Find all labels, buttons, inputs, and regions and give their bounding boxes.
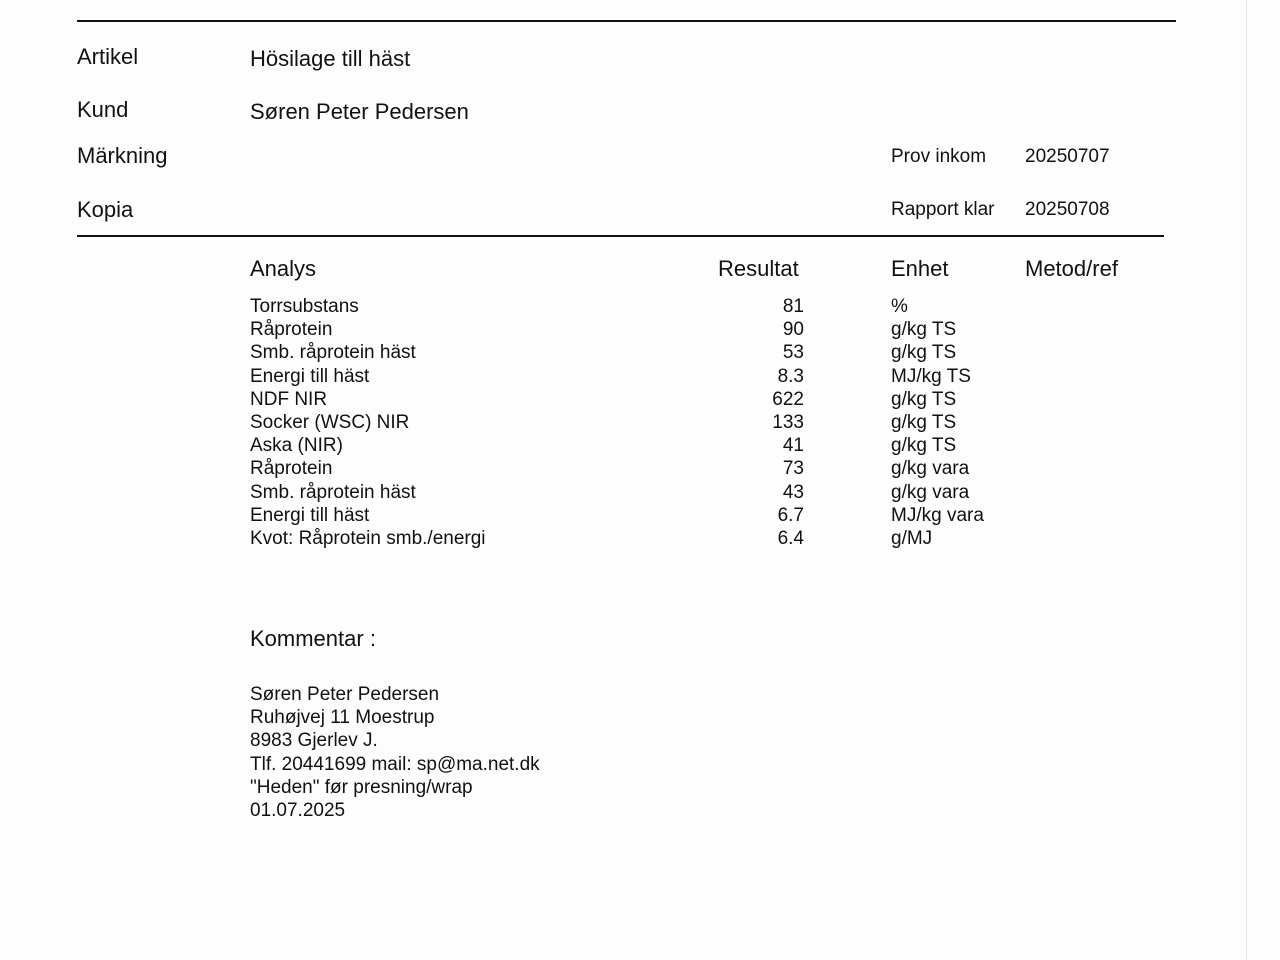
result-value: 90	[782, 319, 804, 341]
kund-label: Kund	[77, 97, 129, 122]
kopia-label: Kopia	[77, 197, 134, 222]
analysis-name: Energi till häst	[250, 504, 370, 526]
analysis-name: Råprotein	[250, 458, 333, 480]
analysis-table	[0, 295, 1280, 550]
analysis-name: Smb. råprotein häst	[250, 342, 416, 364]
rapport-klar-label: Rapport klar	[891, 199, 995, 220]
table-row	[0, 341, 1280, 364]
artikel-value: Hösilage till häst	[250, 46, 411, 71]
column-header-resultat: Resultat	[718, 256, 799, 281]
table-row	[0, 388, 1280, 411]
comment-text	[250, 683, 540, 822]
result-value: 6.7	[777, 504, 804, 526]
result-value: 53	[782, 342, 804, 364]
unit: %	[891, 296, 908, 317]
result-value: 43	[782, 481, 804, 503]
result-value: 6.4	[777, 527, 804, 549]
result-value: 133	[772, 411, 804, 433]
result-value: 622	[772, 388, 804, 410]
table-row	[0, 457, 1280, 480]
table-row	[0, 504, 1280, 527]
unit: MJ/kg vara	[891, 504, 984, 526]
comment-label: Kommentar :	[250, 626, 376, 651]
table-row	[0, 434, 1280, 457]
comment-line: 8983 Gjerlev J.	[250, 730, 378, 752]
table-row	[0, 481, 1280, 504]
prov-inkom-label: Prov inkom	[891, 146, 987, 167]
analysis-name: Socker (WSC) NIR	[250, 411, 410, 433]
artikel-label: Artikel	[77, 44, 139, 69]
prov-inkom-value: 20250707	[1025, 146, 1110, 167]
result-value: 81	[782, 296, 804, 317]
analysis-name: Råprotein	[250, 319, 333, 341]
analysis-name: Energi till häst	[250, 365, 370, 387]
analysis-name: NDF NIR	[250, 388, 328, 410]
unit: g/kg TS	[891, 411, 957, 433]
unit: g/MJ	[891, 527, 933, 549]
table-row	[0, 527, 1280, 550]
comment-line: Tlf. 20441699 mail: sp@ma.net.dk	[250, 753, 540, 775]
table-row	[0, 295, 1280, 318]
unit: g/kg vara	[891, 458, 970, 480]
comment-line: Ruhøjvej 11 Moestrup	[250, 707, 435, 729]
analysis-name: Aska (NIR)	[250, 435, 343, 457]
unit: g/kg TS	[891, 319, 957, 341]
analysis-name: Torrsubstans	[250, 296, 359, 317]
unit: g/kg TS	[891, 388, 957, 410]
analysis-name: Kvot: Råprotein smb./energi	[250, 527, 486, 549]
top-rule	[77, 20, 1176, 22]
unit: g/kg TS	[891, 435, 957, 457]
table-row	[0, 365, 1280, 388]
analysis-name: Smb. råprotein häst	[250, 481, 416, 503]
table-row	[0, 411, 1280, 434]
middle-rule	[77, 235, 1164, 237]
result-value: 8.3	[777, 365, 804, 387]
result-value: 41	[782, 435, 804, 457]
comment-line: Søren Peter Pedersen	[250, 684, 440, 705]
column-header-analys: Analys	[250, 256, 317, 281]
kund-value: Søren Peter Pedersen	[250, 99, 469, 124]
unit: MJ/kg TS	[891, 365, 971, 387]
table-row	[0, 318, 1280, 341]
markning-label: Märkning	[77, 143, 168, 168]
comment-line: "Heden" før presning/wrap	[250, 776, 473, 798]
rapport-klar-value: 20250708	[1025, 199, 1110, 220]
comment-line: 01.07.2025	[250, 800, 346, 822]
result-value: 73	[782, 458, 804, 480]
column-header-metod-ref: Metod/ref	[1025, 256, 1118, 281]
column-header-enhet: Enhet	[891, 256, 949, 281]
unit: g/kg TS	[891, 342, 957, 364]
unit: g/kg vara	[891, 481, 970, 503]
